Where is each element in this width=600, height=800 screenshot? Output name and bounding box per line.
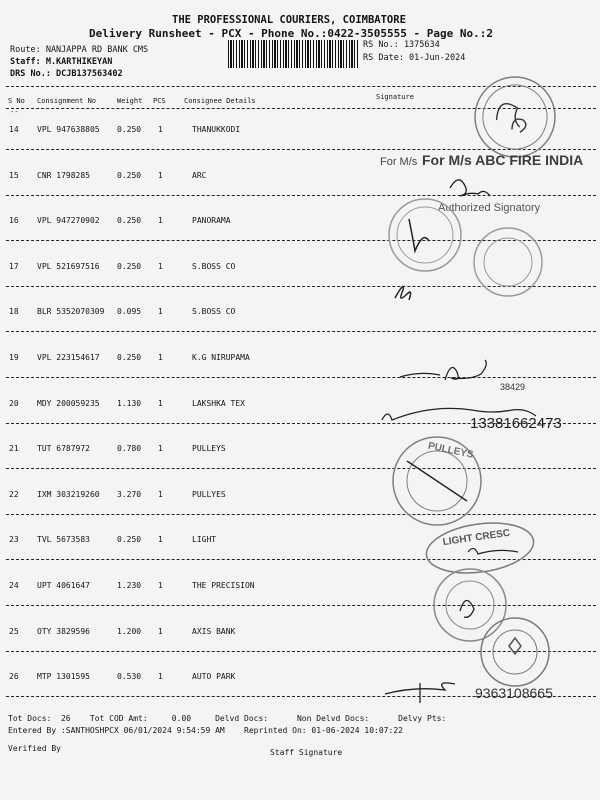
row-pcs: 1 (158, 170, 163, 180)
precision-stamp-icon (434, 569, 506, 641)
row-sno: 21 (9, 444, 19, 454)
company-stamp-icon (389, 199, 461, 271)
row-sno: 26 (9, 672, 19, 682)
company-name: THE PROFESSIONAL COURIERS, COIMBATORE (172, 14, 406, 26)
col-weight: Weight (117, 97, 143, 105)
row-weight: 0.250 (117, 216, 142, 226)
verified-by: Verified By (8, 744, 61, 753)
drs-number: DRS No.: DCJB137563402 (10, 69, 123, 79)
staff-signature: Staff Signature (270, 748, 343, 757)
row-pcs: 1 (158, 261, 163, 271)
row-consignment-no: VPL 521697516 (37, 261, 100, 271)
row-sno: 20 (9, 398, 19, 408)
row-consignment-no: CNR 1798285 (37, 170, 90, 180)
row-consignment-no: VPL 947270902 (37, 216, 100, 226)
row-consignee: ARC (192, 170, 207, 180)
row-sno: 15 (9, 170, 19, 180)
row-consignee: PULLEYS (192, 444, 226, 454)
row-weight: 3.270 (117, 489, 142, 499)
row-consignment-no: MTP 1301595 (37, 672, 90, 682)
row-sno: 22 (9, 489, 19, 499)
row-weight: 0.250 (117, 170, 142, 180)
row-consignee: S.BOSS CO (192, 307, 236, 317)
row-consignee: LAKSHKA TEX (192, 398, 245, 408)
row-consignment-no: VPL 947638805 (37, 125, 100, 134)
row-sno: 24 (9, 581, 19, 590)
row-pcs: 1 (158, 353, 163, 362)
row-weight: 0.250 (117, 535, 142, 545)
row-weight: 0.780 (117, 444, 142, 454)
row-consignee: AXIS BANK (192, 626, 236, 636)
rs-date: RS Date: 01-Jun-2024 (363, 53, 466, 63)
abc-fire-stamp-small: For M/s (380, 156, 418, 168)
pulleys-stamp-icon (393, 437, 481, 525)
row-consignee: PULLYES (192, 489, 226, 499)
footer-entered-by: Entered By :SANTHOSHPCX 06/01/2024 9:54:59 AM Reprinted On: 01-06-2024 10:07:22 (8, 726, 403, 735)
row-consignee: THANUKKODI (192, 125, 241, 134)
row-consignee: AUTO PARK (192, 672, 236, 682)
header-dashes: -- (10, 108, 19, 116)
sboss-stamp-icon (474, 228, 542, 296)
row-consignment-no: BLR 5352070309 (37, 307, 105, 317)
row-pcs: 1 (158, 125, 163, 134)
row-weight: 1.230 (117, 581, 142, 590)
rs-number: RS No.: 1375634 (363, 40, 440, 50)
col-pcs: PCS (153, 97, 166, 105)
staff-label: Staff: M.KARTHIKEYAN (10, 57, 113, 67)
col-consignment: Consignment No (37, 97, 97, 105)
row-pcs: 1 (158, 626, 163, 636)
light-cresc-stamp-text: LIGHT CRESC (442, 527, 511, 549)
row-sno: 19 (9, 353, 19, 362)
row-consignee: S.BOSS CO (192, 261, 236, 271)
row-pcs: 1 (158, 581, 163, 590)
row-pcs: 1 (158, 535, 163, 545)
row-weight: 0.250 (117, 353, 142, 362)
signature-19-icon (400, 360, 486, 380)
footer-summary: Tot Docs: 26 Tot COD Amt: 0.00 Delvd Docs: Non Delvd Docs: Delvy Pts: (8, 714, 447, 723)
row-consignment-no: IXM 303219260 (37, 489, 100, 499)
row-sno: 17 (9, 261, 19, 271)
row-sno: 14 (9, 125, 19, 134)
row-sno: 16 (9, 216, 19, 226)
row-weight: 1.200 (117, 626, 142, 636)
row-consignment-no: TVL 5673583 (37, 535, 90, 545)
handwritten-number-19: 38429 (500, 382, 526, 392)
axis-bank-stamp-icon (481, 618, 549, 686)
handwritten-number-20: 13381662473 (470, 415, 562, 432)
col-consignee: Consignee Details (184, 97, 256, 105)
row-weight: 0.530 (117, 672, 142, 682)
signature-17-icon (395, 286, 411, 300)
row-pcs: 1 (158, 398, 163, 408)
col-signature: Signature (376, 93, 414, 101)
row-consignment-no: VPL 223154617 (37, 353, 100, 362)
row-consignee: PANORAMA (192, 216, 231, 226)
authorized-signatory: Authorized Signatory (438, 202, 541, 214)
row-pcs: 1 (158, 672, 163, 682)
route-label: Route: NANJAPPA RD BANK CMS (10, 45, 149, 55)
row-consignee: K.G NIRUPAMA (192, 353, 250, 362)
row-consignment-no: MDY 200059235 (37, 398, 100, 408)
row-weight: 1.130 (117, 398, 142, 408)
row-consignee: LIGHT (192, 535, 217, 545)
row-pcs: 1 (158, 216, 163, 226)
row-pcs: 1 (158, 444, 163, 454)
row-pcs: 1 (158, 307, 163, 317)
runsheet-subtitle: Delivery Runsheet - PCX - Phone No.:0422-3505555 - Page No.:2 (89, 27, 493, 40)
row-consignment-no: OTY 3829596 (37, 626, 90, 636)
pulleys-stamp-text: PULLEYS (426, 440, 475, 461)
row-sno: 23 (9, 535, 19, 545)
col-sno: S No (8, 97, 25, 105)
row-weight: 0.095 (117, 307, 142, 317)
row-sno: 18 (9, 307, 19, 317)
row-consignee: THE PRECISION (192, 581, 255, 590)
row-consignment-no: TUT 6787972 (37, 444, 90, 454)
row-sno: 25 (9, 626, 19, 636)
signature-26-icon (385, 683, 455, 703)
abc-fire-stamp: For M/s ABC FIRE INDIA (422, 152, 584, 168)
row-weight: 0.250 (117, 125, 142, 134)
row-consignment-no: UPT 4061647 (37, 581, 90, 590)
row-weight: 0.250 (117, 261, 142, 271)
row-pcs: 1 (158, 489, 163, 499)
handwritten-phone: 9363108665 (475, 685, 553, 701)
